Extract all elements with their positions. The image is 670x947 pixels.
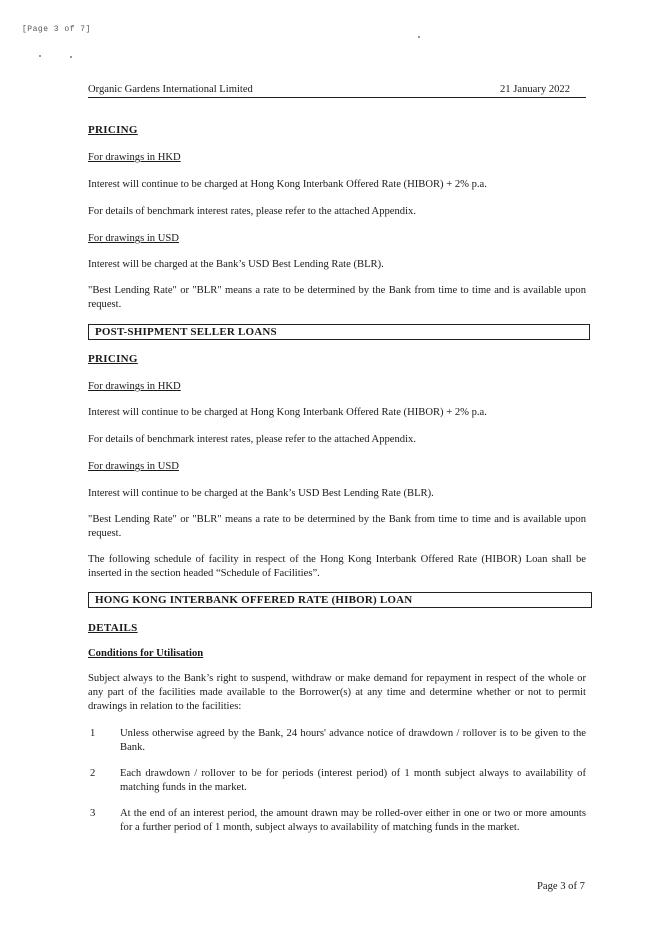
header-rule: [88, 97, 586, 98]
condition-text: Each drawdown / rollover to be for periods (interest period) of 1 month subject always to availability of matching funds in the market.: [120, 768, 586, 793]
condition-number: 3: [90, 808, 96, 819]
scan-speck: [39, 55, 41, 57]
schedule-insertion-note: The following schedule of facility in respect of the Hong Kong Interbank Offered Rate (HIBOR) Loan shall be inserted in the section headed “Schedule of Facilities”.: [88, 554, 586, 579]
pricing-heading: PRICING: [88, 124, 138, 136]
hkd-interest-text: Interest will continue to be charged at Hong Kong Interbank Offered Rate (HIBOR) + 2% p.a.: [88, 179, 487, 190]
condition-text: At the end of an interest period, the amount drawn may be rolled-over either in one or two or more amounts for a further period of 1 month, subject always to availability of matching funds in the market.: [120, 808, 586, 833]
hibor-loan-title: HONG KONG INTERBANK OFFERED RATE (HIBOR) LOAN: [95, 594, 413, 606]
condition-number: 1: [90, 728, 96, 739]
blr-definition-text: "Best Lending Rate" or "BLR" means a rate to be determined by the Bank from time to time and is available upon request.: [88, 514, 586, 539]
usd-interest-text: Interest will be charged at the Bank’s USD Best Lending Rate (BLR).: [88, 259, 384, 270]
pricing-heading: PRICING: [88, 353, 138, 365]
blr-definition-text: "Best Lending Rate" or "BLR" means a rate to be determined by the Bank from time to time and is available upon request.: [88, 285, 586, 310]
page-number: Page 3 of 7: [537, 881, 585, 892]
header-date: 21 January 2022: [500, 84, 571, 95]
post-shipment-title: POST-SHIPMENT SELLER LOANS: [95, 326, 277, 338]
header-company: Organic Gardens International Limited: [88, 84, 253, 95]
conditions-heading: Conditions for Utilisation: [88, 648, 204, 659]
conditions-intro: Subject always to the Bank’s right to suspend, withdraw or make demand for repayment in respect of the whole or any part of the facilities made available to the Borrower(s) at any time and determine whether or not to permit drawings in relation to the facilities:: [88, 673, 586, 712]
hkd-interest-text: Interest will continue to be charged at Hong Kong Interbank Offered Rate (HIBOR) + 2% p.a.: [88, 407, 487, 418]
post-shipment-title-box: [88, 324, 590, 340]
usd-drawings-label: For drawings in USD: [88, 461, 179, 472]
benchmark-reference-text: For details of benchmark interest rates, please refer to the attached Appendix.: [88, 434, 416, 445]
hibor-loan-title-box: [88, 592, 592, 608]
page-stamp: [Page 3 of 7]: [22, 25, 91, 34]
benchmark-reference-text: For details of benchmark interest rates, please refer to the attached Appendix.: [88, 206, 416, 217]
hkd-drawings-label: For drawings in HKD: [88, 152, 181, 163]
scan-speck: [70, 56, 72, 58]
condition-number: 2: [90, 768, 96, 779]
usd-drawings-label: For drawings in USD: [88, 233, 179, 244]
scan-speck: [418, 36, 420, 38]
hkd-drawings-label: For drawings in HKD: [88, 381, 181, 392]
details-heading: DETAILS: [88, 622, 138, 634]
usd-interest-text: Interest will continue to be charged at the Bank’s USD Best Lending Rate (BLR).: [88, 488, 434, 499]
condition-text: Unless otherwise agreed by the Bank, 24 hours' advance notice of drawdown / rollover is to be given to the Bank.: [120, 728, 586, 753]
